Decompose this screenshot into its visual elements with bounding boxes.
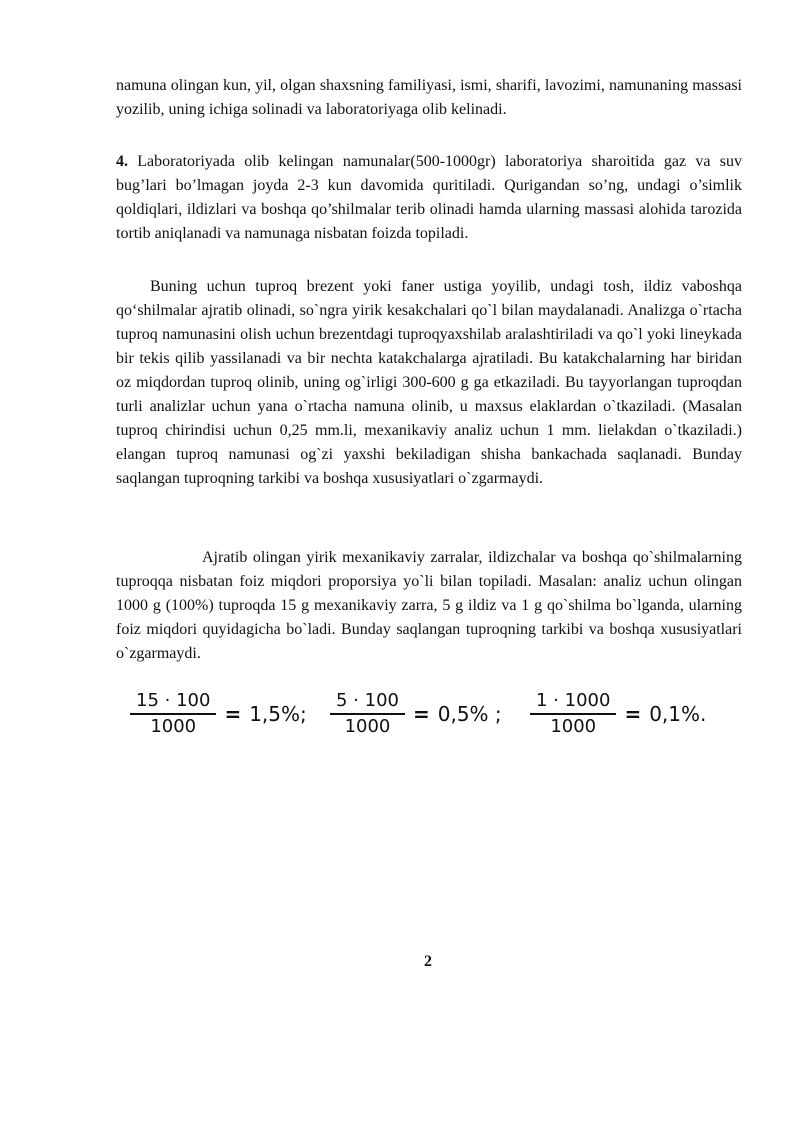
- formula-result: 0,5% ;: [437, 702, 502, 726]
- formula-mechanical-particles: [130, 682, 307, 746]
- fraction-numerator: 1 · 1000: [536, 690, 611, 711]
- formula-result: 1,5%;: [249, 702, 307, 726]
- fraction-denominator: 1000: [344, 716, 391, 737]
- equals-sign: =: [224, 702, 242, 726]
- formula-result: 0,1%.: [649, 702, 707, 726]
- fraction: [130, 689, 216, 739]
- paragraph-calculation: Ajratib olingan yirik mexanikaviy zarralar, ildizchalar va boshqa qo`shilmalarning tuproqqa nisbatan foiz miqdori proporsiya yo`li bilan topiladi. Masalan: analiz uchun olingan 1000 g (100%) tuproqda 15 g mexanikaviy zarra, 5 g ildiz va 1 g qo`shilma bo`lganda, ularning foiz miqdori quyidagicha bo`ladi. Bunday saqlangan tuproqning tarkibi va boshqa xususiyatlari o`zgarmaydi.: [116, 549, 742, 662]
- page-number: 2: [424, 953, 432, 970]
- fraction-numerator: 15 · 100: [136, 690, 211, 711]
- fraction: [530, 689, 616, 739]
- fraction-denominator: 1000: [150, 716, 197, 737]
- equals-sign: =: [412, 702, 430, 726]
- formula-admixtures: [530, 682, 706, 746]
- formula-row: [130, 682, 730, 746]
- fraction-numerator: 5 · 100: [336, 690, 399, 711]
- step-number: 4.: [116, 153, 128, 170]
- equals-sign: =: [624, 702, 642, 726]
- formula-roots: [330, 682, 502, 746]
- paragraph-procedure: Buning uchun tuproq brezent yoki faner ustiga yoyilib, undagi tosh, ildiz vaboshqa qo‘shilmalar ajratib olinadi, so`ngra yirik kesakchalari qo`l bilan maydalanadi. Analizga o`rtacha tuproq namunasini olish uchun brezentdagi tuproqyaxshilab aralashtiriladi va qo`l yoki lineykada bir tekis qilib yassilanadi va bir nechta katakchalarga ajratiladi. Bu katakchalarning har biridan oz miqdordan tuproq olinib, uning og`irligi 300-600 g ga etkaziladi. Bu tayyorlangan tuproqdan turli analizlar uchun yana o`rtacha namuna olinib, u maxsus elaklardan o`tkaziladi. (Masalan tuproq chirindisi uchun 0,25 mm.li, mexanikaviy analiz uchun 1 mm. lielakdan o`tkaziladi.) elangan tuproq namunasi og`zi yaxshi bekiladigan shisha bankachada saqlanadi. Bunday saqlangan tuproqning tarkibi va boshqa xususiyatlari o`zgarmaydi.: [116, 278, 742, 487]
- step-4-text: Laboratoriyada olib kelingan namunalar(500-1000gr) laboratoriya sharoitida gaz va suv bug’lari bo’lmagan joyda 2-3 kun davomida quritiladi. Qurigandan so’ng, undagi o’simlik qoldiqlari, ildizlari va boshqa qo’shilmalar terib olinadi hamda ularning massasi alohida tarozida tortib aniqlanadi va namunaga nisbatan foizda topiladi.: [116, 153, 742, 242]
- paragraph-step-4: [116, 150, 742, 246]
- paragraph-intro: namuna olingan kun, yil, olgan shaxsning familiyasi, ismi, sharifi, lavozimi, namunaning massasi yozilib, uning ichiga solinadi va laboratoriyaga olib kelinadi.: [116, 77, 742, 118]
- fraction-denominator: 1000: [550, 716, 597, 737]
- fraction: [330, 689, 405, 739]
